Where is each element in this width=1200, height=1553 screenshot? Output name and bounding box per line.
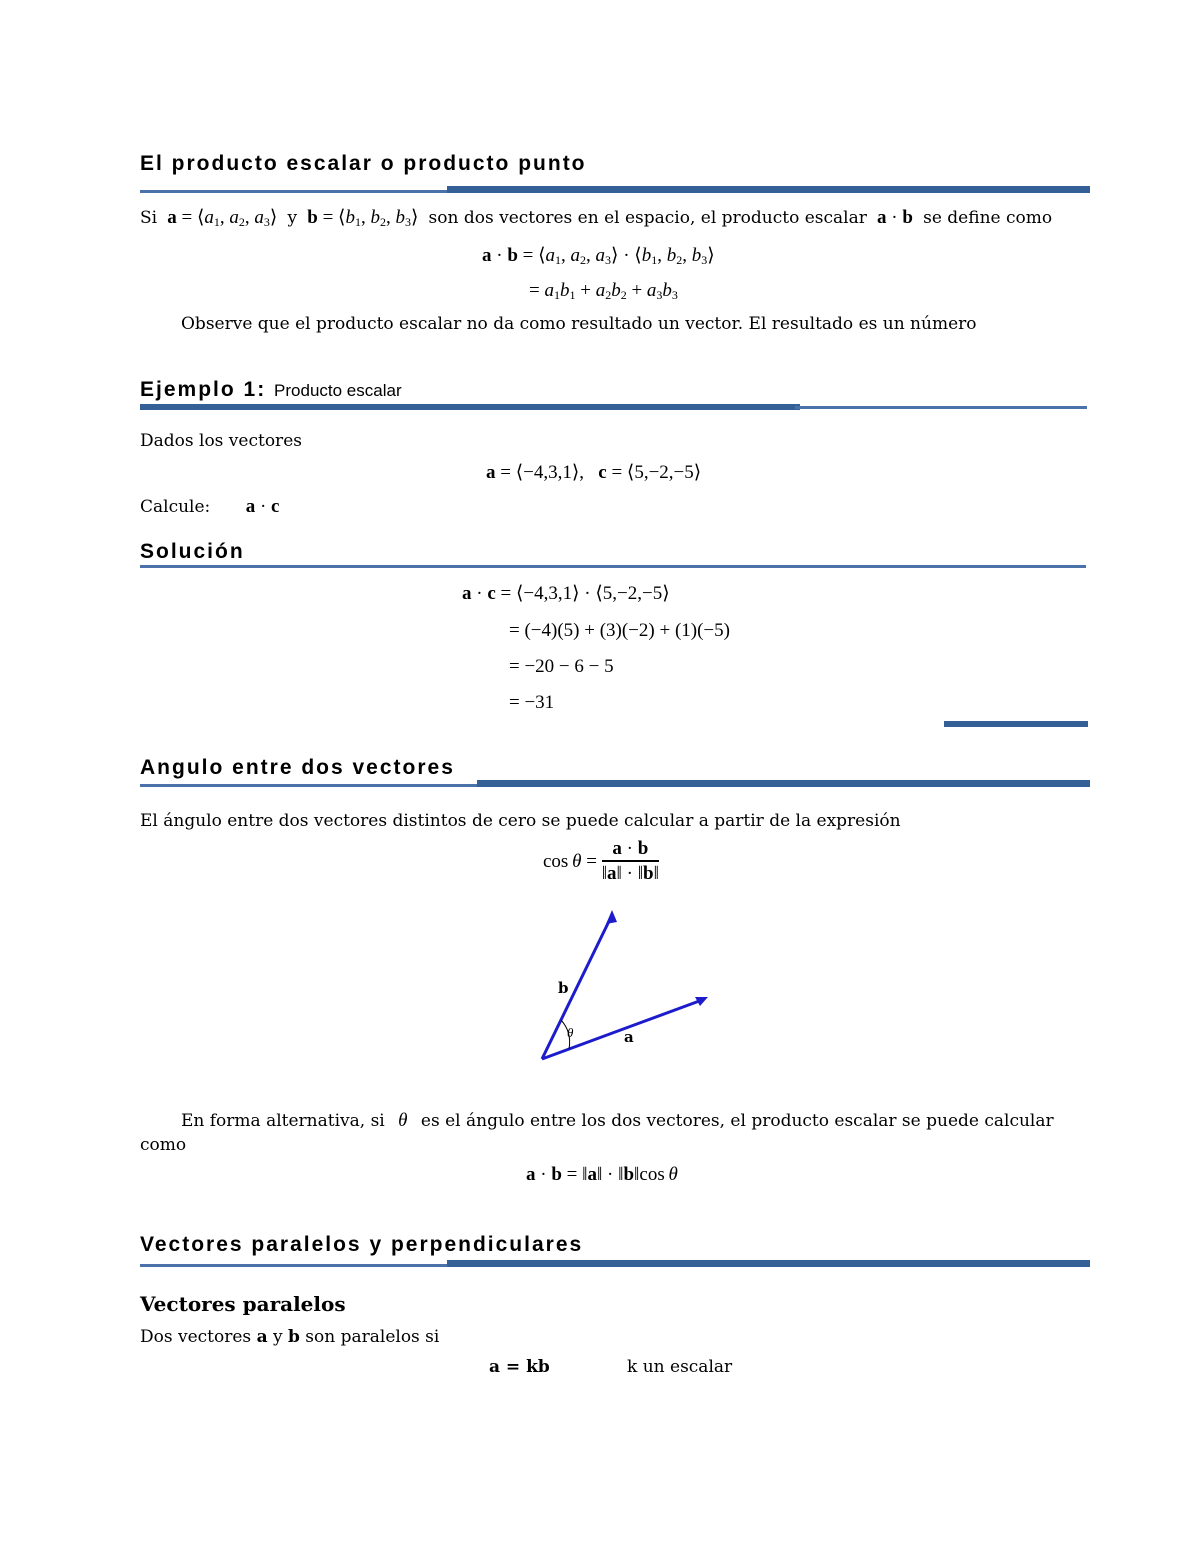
- paralelos-title: Vectores paralelos y perpendiculares: [140, 1233, 584, 1256]
- dot-product-formula-1: $a \cdot b = ⟨a_1$, $a_2$, $a_3⟩$ · $⟨b_1$, $b_2$, $b_3⟩$: [482, 245, 715, 267]
- end-example-rule: [944, 721, 1088, 727]
- si-text: Si: [140, 208, 158, 228]
- example-title: [140, 378, 402, 402]
- solucion-line-2: = (−4)(5) + (3)(−2) + (1)(−5): [509, 620, 730, 641]
- solucion-title: Solución: [140, 540, 245, 563]
- angulo-underline-thick: [477, 780, 1090, 787]
- angulo-underline: [140, 784, 480, 787]
- example-subtitle: Producto escalar: [274, 381, 402, 400]
- y-text: y: [287, 208, 298, 228]
- solucion-line-3: = −20 − 6 − 5: [509, 656, 614, 677]
- dados-text: Dados los vectores: [140, 431, 302, 451]
- alt-text-line: En forma alternativa, si θ es el ángulo entre los dos vectores, el producto escalar se puede calcular: [181, 1110, 1054, 1131]
- vector-c-value: ⟨5,−2,−5⟩: [626, 462, 702, 483]
- dot-product-formula-2: = $a_1b_1 + a_2b_2 + a_3b_3$: [529, 280, 678, 302]
- solucion-line-4: = −31: [509, 692, 555, 713]
- angulo-text: El ángulo entre dos vectores distintos de cero se puede calcular a partir de la expresión: [140, 811, 901, 831]
- title-underline-thick: [447, 186, 1090, 193]
- paralelos-subtitle: Vectores paralelos: [140, 1292, 346, 1316]
- diagram-label-a: a: [624, 1028, 634, 1046]
- parallel-formula: a = kb: [489, 1357, 550, 1377]
- definition-line: Si $a = ⟨a_1$, $a_2$, $a_3⟩$ y $b = ⟨b_1$, $b_2$, $b_3⟩$ son dos vectores en el espacio, el producto escalar a · b se define como: [140, 207, 1053, 229]
- theta-symbol: θ: [398, 1110, 408, 1131]
- definition-rest: son dos vectores en el espacio, el producto escalar: [428, 208, 867, 228]
- example-underline-thick: [140, 404, 800, 410]
- example-label: Ejemplo 1:: [140, 378, 267, 401]
- given-vectors: a = ⟨−4,3,1⟩, c = ⟨5,−2,−5⟩: [486, 462, 702, 483]
- solucion-underline: [140, 565, 1086, 568]
- cos-label: cos: [543, 851, 569, 872]
- title-underline: [140, 190, 450, 193]
- paralelos-text: Dos vectores a y b son paralelos si: [140, 1327, 440, 1347]
- diagram-label-b: b: [558, 979, 569, 997]
- observe-text: Observe que el producto escalar no da como resultado un vector. El resultado es un número: [181, 314, 977, 334]
- section-title-producto-escalar: El producto escalar o producto punto: [140, 152, 587, 175]
- vector-b-arrowhead: [606, 910, 617, 924]
- alt-text-como: como: [140, 1135, 187, 1155]
- alt-cos-formula: a · b = ‖a‖ · ‖b‖cos θ: [526, 1164, 678, 1185]
- parallel-formula-note: k un escalar: [627, 1357, 733, 1377]
- vector-a-value: ⟨−4,3,1⟩,: [515, 462, 585, 483]
- definition-end: se define como: [923, 208, 1053, 228]
- solucion-line-1: a · c = ⟨−4,3,1⟩ · ⟨5,−2,−5⟩: [462, 583, 670, 604]
- example-underline: [795, 406, 1087, 409]
- vector-angle-diagram: [520, 900, 730, 1070]
- diagram-label-theta: θ: [567, 1025, 574, 1040]
- cos-formula: cos θ = $\frac{a \cdot b}{‖a‖ \cdot ‖b‖}$: [543, 838, 659, 884]
- calcule-line: Calcule: a · c: [140, 496, 280, 517]
- paralelos-underline: [140, 1264, 450, 1267]
- calcule-text: Calcule:: [140, 497, 211, 517]
- paralelos-underline-thick: [447, 1260, 1090, 1267]
- angulo-title: Angulo entre dos vectores: [140, 756, 455, 779]
